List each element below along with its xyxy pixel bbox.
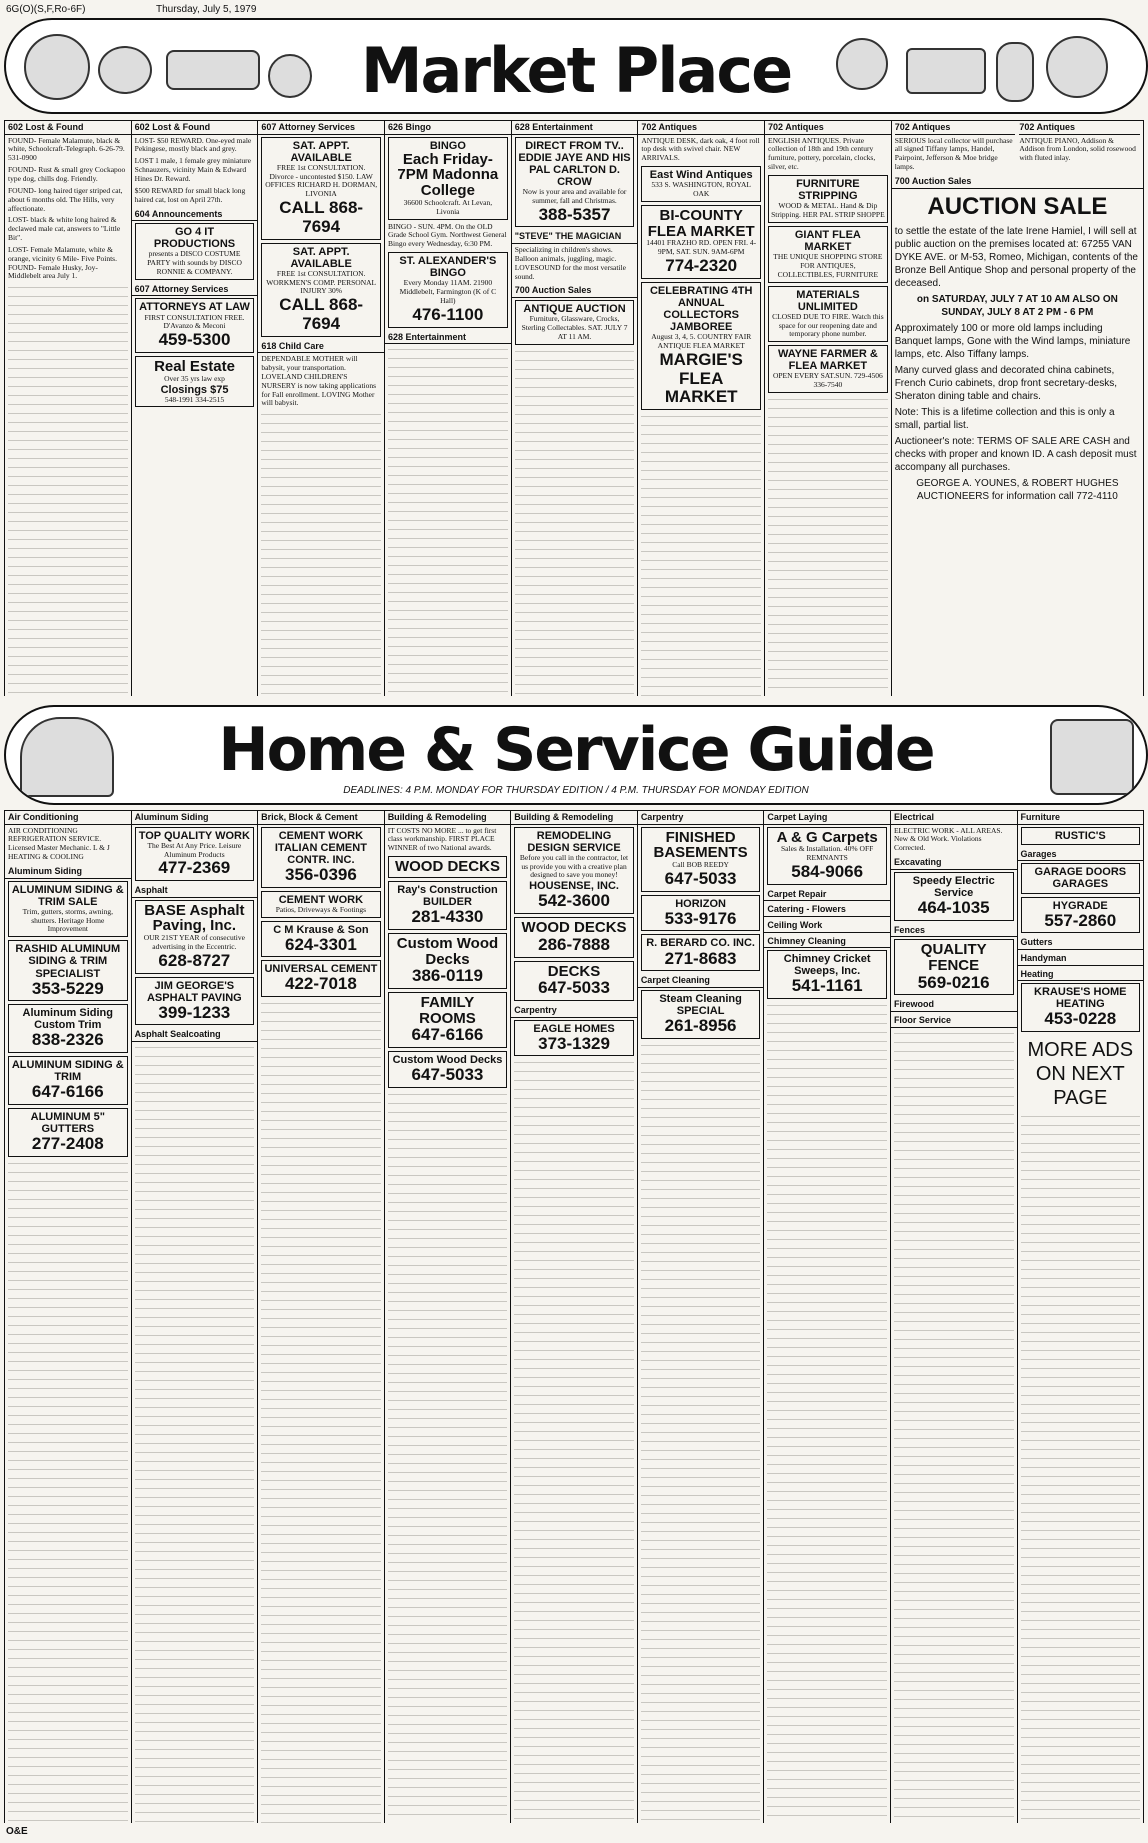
ship-wheel-illustration xyxy=(1046,36,1108,98)
column-attorney-services: 607 Attorney Services SAT. APPT. AVAILABLE FREE 1st CONSULTATION. Divorce - uncontested $150. LAW OFFICES RICHARD H. DORMAN, LIVONIA CALL 868-7694 SAT. APPT. AVAILABLE FREE 1st CONSULTATION. WORKMEN'S COMP. PERSONAL INJURY 30% CALL 868-7694 618 Child Care DEPENDABLE MOTHER will babysit, your transportation. LOVELAND CHILDREN'S NURSERY is now taking applications for Fall enrollment. LOVING Mother will babysit. xyxy=(257,121,384,696)
page-footer-code: O&E xyxy=(6,1826,28,1837)
column-brick-block-cement: Brick, Block & Cement CEMENT WORK ITALIAN CEMENT CONTR. INC. 356-0396 CEMENT WORK Patios, Driveways & Footings C M Krause & Son 624-3301 UNIVERSAL CEMENT 422-7018 xyxy=(257,811,384,1823)
violin-illustration xyxy=(996,42,1034,102)
column-electrical: Electrical ELECTRIC WORK - ALL AREAS. New & Old Work. Violations Corrected. Excavating Speedy Electric Service 464-1035 Fences QUALITY FENCE 569-0216 Firewood Floor Service xyxy=(890,811,1017,1823)
more-ads-notice: MORE ADS ON NEXT PAGE xyxy=(1027,1038,1134,1109)
column-building-remodeling-1: Building & Remodeling IT COSTS NO MORE ... to get first class workmanship. FIRST PLACE WINNER of two National awards. WOOD DECKS Ray's Construction BUILDER 281-4330 Custom Wood Decks 386-0119 FAMILY ROOMS 647-6166 Custom Wood Decks 647-5033 xyxy=(384,811,511,1823)
market-place-banner xyxy=(4,18,1148,114)
column-aluminum-siding: Aluminum Siding TOP QUALITY WORK The Best At Any Price. Leisure Aluminum Products 477-2369 Asphalt BASE Asphalt Paving, Inc. OUR 21ST YEAR of consecutive advertising in the Eccentric. 628-8727 JIM GEORGE'S ASPHALT PAVING 399-1233 Asphalt Sealcoating xyxy=(131,811,258,1823)
column-air-conditioning: Air Conditioning AIR CONDITIONING REFRIGERATION SERVICE. Licensed Master Mechanic. L & J HEATING & COOLING Aluminum Siding ALUMINUM SIDING & TRIM SALE Trim, gutters, storms, awning, shutters. Heritage Home Improvement RASHID ALUMINUM SIDING & TRIM SPECIALIST 353-5229 Aluminum Siding Custom Trim 838-2326 ALUMINUM SIDING & TRIM 647-6166 ALUMINUM 5" GUTTERS 277-2408 xyxy=(4,811,131,1823)
column-carpentry: Carpentry FINISHED BASEMENTS Call BOB REEDY 647-5033 HORIZON 533-9176 R. BERARD CO. INC. 271-8683 Carpet Cleaning Steam Cleaning SPECIAL 261-8956 xyxy=(637,811,764,1823)
column-antiques-2: 702 Antiques ENGLISH ANTIQUES. Private collection of 18th and 19th century furniture, pottery, porcelain, clocks, silver, etc. FURNITURE STRIPPING WOOD & METAL. Hand & Dip Stripping. HER PAL STRIP SHOPPE GIANT FLEA MARKET THE UNIQUE SHOPPING STORE FOR ANTIQUES, COLLECTIBLES, FURNITURE MATERIALS UNLIMITED CLOSED DUE TO FIRE. Watch this space for our reopening date and temporary phone number. WAYNE FARMER & FLEA MARKET OPEN EVERY SAT.SUN. 729-4506 336-7540 xyxy=(764,121,891,696)
tools-illustration xyxy=(1050,719,1134,795)
column-lost-found-2: 602 Lost & Found LOST- $50 REWARD. One-eyed male Pekingese, mostly black and grey. LOST 1 male, 1 female grey miniature Schnauzers, vicinity Main & Edward Hines Dr. Reward. $500 REWARD for small black long haired cat, lost on April 27th. 604 Announcements GO 4 IT PRODUCTIONS presents a DISCO COSTUME PARTY with sounds by DISCO RONNIE & COMPANY. 607 Attorney Services ATTORNEYS AT LAW FIRST CONSULTATION FREE. D'Avanzo & Meconi 459-5300 Real Estate Over 35 yrs law exp Closings $75 548-1991 334-2515 xyxy=(131,121,258,696)
market-place-columns xyxy=(4,120,1144,696)
column-bingo: 626 Bingo BINGO Each Friday-7PM Madonna College 36600 Schoolcraft. At Levan, Livonia BINGO - SUN. 4PM. On the OLD Grade School Gym. Northwest General Bingo every Wednesday, 6:30 PM. ST. ALEXANDER'S BINGO Every Monday 11AM. 21900 Middlebelt, Farmington (K of C Hall) 476-1100 628 Entertainment xyxy=(384,121,511,696)
column-carpet-laying: Carpet Laying A & G Carpets Sales & Installation. 40% OFF REMNANTS 584-9066 Carpet Repair Catering - Flowers Ceiling Work Chimney Cleaning Chimney Cricket Sweeps, Inc. 541-1161 xyxy=(763,811,890,1823)
page-code: 6G(O)(S,F,Ro-6F) xyxy=(6,4,86,15)
home-service-guide-banner xyxy=(4,705,1148,805)
issue-date: Thursday, July 5, 1979 xyxy=(156,4,257,15)
deadlines: DEADLINES: 4 P.M. MONDAY FOR THURSDAY EDITION / 4 P.M. THURSDAY FOR MONDAY EDITION xyxy=(343,785,809,796)
service-guide-columns xyxy=(4,810,1144,1823)
auction-sale-ad: AUCTION SALE to settle the estate of the late Irene Hamiel, I will sell at public auction on the premises located at: 67255 VAN DYKE AVE. or M-53, Romeo, Michigan, contents of the Bronze Bell Antique Shop and personal property of the deceased. on SATURDAY, JULY 7 AT 10 AM ALSO ON SUNDAY, JULY 8 AT 2 PM - 6 PM Approximately 100 or more old lamps including Banquet lamps, Gone with the Wind lamps, miniature lamps, etc. Also Tiffany lamps. Many curved glass and decorated china cabinets, French Curio cabinets, drop front secretary-desks, Sheraton dining table and chairs. Note: This is a lifetime collection and this is only a small, partial list. Auctioneer's note: TERMS OF SALE ARE CASH and checks with proper and known ID. A cash deposit must accompany all purchases. GEORGE A. YOUNES, & ROBERT HUGHES AUCTIONEERS for information call 772-4110 xyxy=(894,192,1138,502)
running-header xyxy=(6,4,1142,18)
column-entertainment: 628 Entertainment DIRECT FROM TV.. EDDIE JAYE AND HIS PAL CARLTON D. CROW Now is your area and available for summer, fall and Christmas. 388-5357 "STEVE" THE MAGICIAN Specializing in children's shows. Balloon animals, juggling, magic. LOVESOUND for the most versatile sound. 700 Auction Sales ANTIQUE AUCTION Furniture, Glassware, Crocks, Sterling Collectables. SAT. JULY 7 AT 11 AM. xyxy=(511,121,638,696)
tv-illustration xyxy=(906,48,986,94)
market-place-title: Market Place xyxy=(360,34,792,107)
home-service-guide-title: Home & Service Guide xyxy=(218,715,934,785)
tennis-illustration xyxy=(836,38,888,90)
column-antiques-1: 702 Antiques ANTIQUE DESK, dark oak, 4 foot roll top desk with swivel chair. NEW ARRIVALS. East Wind Antiques 533 S. WASHINGTON, ROYAL OAK BI-COUNTY FLEA MARKET 14401 FRAZHO RD. OPEN FRI. 4-9PM, SAT. SUN. 9AM-6PM 774-2320 CELEBRATING 4TH ANNUAL COLLECTORS JAMBOREE August 3, 4, 5. COUNTRY FAIR ANTIQUE FLEA MARKET MARGIE'S FLEA MARKET xyxy=(637,121,764,696)
column-building-remodeling-2: Building & Remodeling REMODELING DESIGN SERVICE Before you call in the contractor, let us provide you with a creative plan designed to save you money! HOUSENSE, INC. 542-3600 WOOD DECKS 286-7888 DECKS 647-5033 Carpentry EAGLE HOMES 373-1329 xyxy=(510,811,637,1823)
column-lost-found: 602 Lost & Found FOUND- Female Malamute, black & white, Schoolcraft-Telegraph. 6-26-79. 531-0900 FOUND- Rust & small grey Cockapoo type dog, chills dog. Friendly. FOUND- long haired tiger striped cat, about 6 months old. The Hills, very affectionate. LOST- black & white long haired & declawed male cat, answers to "Little Bit". LOST- Female Malamute, white & orange, vicinity 6 Mile- Five Points. FOUND- Female Husky, Joy- Middlebelt area July 1. xyxy=(4,121,131,696)
column-furniture: Furniture RUSTIC'S Garages GARAGE DOORS GARAGES HYGRADE 557-2860 Gutters Handyman Heating KRAUSE'S HOME HEATING 453-0228 MORE ADS ON NEXT PAGE xyxy=(1017,811,1145,1823)
column-antiques-auction: 702 Antiques SERIOUS local collector will purchase all signed Tiffany lamps, Handel, Pairpoint, Jefferson & Moe bridge lamps. 702 Antiques ANTIQUE PIANO, Addison & Addison from London, solid rosewood with fluted inlay. 700 Auction Sales AUCTION SALE to settle the estate of the late Irene Hamiel, I will sell at public auction on the premises located at: 67255 VAN DYKE AVE. or M-53, Romeo, Michigan, contents of the Bronze Bell Antique Shop and personal property of the deceased. on SATURDAY, JULY 7 AT 10 AM ALSO ON SUNDAY, JULY 8 AT 2 PM - 6 PM Approximately 100 or more old lamps including Banquet lamps, Gone with the Wind lamps, miniature lamps, etc. Also Tiffany lamps. Many curved glass and decorated china cabinets, French Curio cabinets, drop front secretary-desks, Sheraton dining table and chairs. Note: This is a lifetime collection and this is only a small, partial list. Auctioneer's note: TERMS OF SALE ARE CASH and checks with proper and known ID. A cash deposit must accompany all purchases. GEORGE A. YOUNES, & ROBERT HUGHES AUCTIONEERS for information call 772-4110 xyxy=(891,121,1144,696)
